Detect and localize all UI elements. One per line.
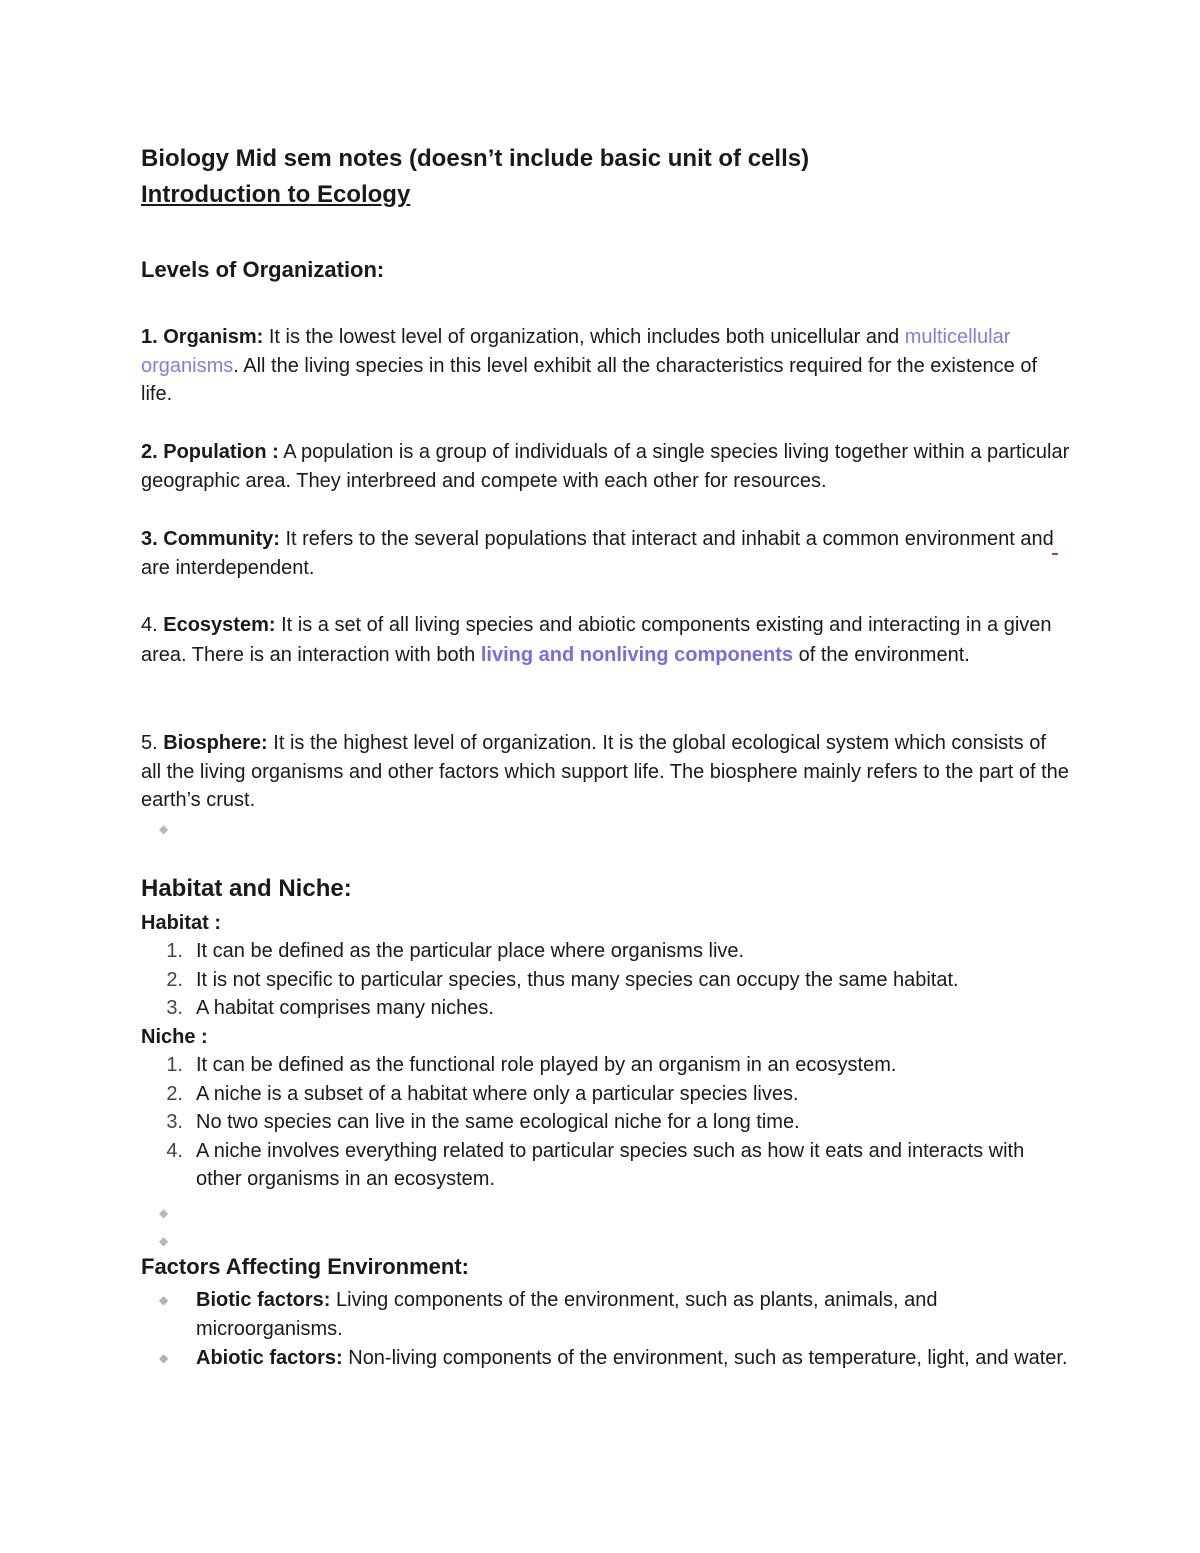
- list-item: [141, 1080, 1071, 1109]
- list-number: 3.: [166, 1111, 183, 1133]
- level-text: A population is a group of individuals of a single species living together within a particular geographic area. They interbreed and compete with each other for resources.: [141, 441, 1070, 492]
- list-number: 3.: [166, 997, 183, 1019]
- list-text: No two species can live in the same ecological niche for a long time.: [196, 1111, 800, 1133]
- level-number: 4.: [141, 614, 158, 636]
- list-text: It can be defined as the particular place where organisms live.: [196, 940, 745, 962]
- habitat-niche-heading: Habitat and Niche:: [141, 875, 352, 902]
- list-number: 4.: [166, 1139, 183, 1162]
- level-text: It refers to the several populations that interact and inhabit a common environment and: [279, 528, 1054, 550]
- levels-heading: Levels of Organization:: [141, 257, 385, 282]
- niche-list: [141, 1051, 1071, 1194]
- bullet-icon: ◆: [159, 1293, 169, 1307]
- empty-bullet-icon: ◆: [159, 822, 169, 836]
- struck-text: are interdependent.: [141, 556, 315, 579]
- document-title: Biology Mid sem notes (doesn’t include basic unit of cells): [141, 145, 810, 172]
- list-text: A niche is a subset of a habitat where only a particular species lives.: [196, 1082, 799, 1105]
- level-term: Biosphere:: [163, 732, 268, 754]
- bullet-icon: ◆: [159, 1351, 169, 1365]
- list-number: 1.: [166, 940, 183, 962]
- level-text-end: of the environment.: [793, 643, 970, 666]
- empty-bullet-icon: ◆: [159, 1234, 169, 1248]
- empty-bullet-icon: ◆: [159, 1206, 169, 1220]
- factors-heading: Factors Affecting Environment:: [141, 1254, 469, 1279]
- level-number: 3.: [141, 528, 158, 550]
- level-item-organism: [141, 323, 1071, 409]
- level-term: Population :: [163, 441, 279, 463]
- level-number: 1.: [141, 326, 158, 348]
- level-term: Community:: [163, 528, 280, 550]
- level-item-population: [141, 438, 1071, 495]
- habitat-list: [141, 937, 1071, 1023]
- factor-text: Living components of the environment, such as plants, animals, and microorganisms.: [196, 1289, 938, 1340]
- list-item: [141, 966, 1071, 995]
- factor-term: Abiotic factors:: [196, 1347, 343, 1369]
- list-item: [141, 1108, 1071, 1137]
- section-title-ecology: Introduction to Ecology: [141, 181, 411, 208]
- list-text: It can be defined as the functional role played by an organism in an ecosystem.: [196, 1054, 897, 1076]
- level-item-ecosystem: [141, 611, 1071, 670]
- level-item-community: [141, 525, 1071, 582]
- list-item: [141, 1137, 1071, 1194]
- list-text: It is not specific to particular species, thus many species can occupy the same habitat.: [196, 968, 959, 991]
- list-item: [141, 1051, 1071, 1080]
- level-text: It is a set of all living species and abiotic components existing and interacting in a given area. There is an interaction with both: [141, 614, 1052, 666]
- list-item-biotic: [141, 1286, 1071, 1343]
- living-nonliving-link[interactable]: living and nonliving components: [480, 643, 794, 666]
- list-number: 1.: [166, 1054, 183, 1076]
- list-item: [141, 994, 1071, 1023]
- list-item: [141, 937, 1071, 966]
- list-text: A niche involves everything related to particular species such as how it eats and interacts with other organisms in an ecosystem.: [196, 1139, 1025, 1190]
- level-text-end: . All the living species in this level exhibit all the characteristics required for the existence of life.: [141, 354, 1037, 405]
- factor-text: Non-living components of the environment, such as temperature, light, and water.: [342, 1347, 1068, 1369]
- list-number: 2.: [166, 968, 183, 991]
- list-text: A habitat comprises many niches.: [196, 997, 494, 1019]
- multicellular-link[interactable]: multicellular organisms: [141, 326, 1011, 377]
- list-number: 2.: [166, 1082, 183, 1105]
- habitat-label: Habitat :: [141, 912, 221, 934]
- factor-term: Biotic factors:: [196, 1289, 331, 1311]
- level-number: 5.: [141, 732, 158, 754]
- niche-label: Niche :: [141, 1026, 208, 1048]
- factors-list: [141, 1286, 1071, 1373]
- level-term: Organism:: [163, 326, 264, 348]
- level-text: It is the lowest level of organization, which includes both unicellular and: [263, 326, 905, 348]
- list-item-abiotic: [141, 1344, 1071, 1373]
- level-term: Ecosystem:: [163, 614, 276, 636]
- level-text: It is the highest level of organization. It is the global ecological system which consists of all the living organisms and other factors which support life. The biosphere mainly refers to the part of the earth’s crust.: [141, 732, 1069, 811]
- level-item-biosphere: [141, 729, 1071, 815]
- level-number: 2.: [141, 441, 158, 463]
